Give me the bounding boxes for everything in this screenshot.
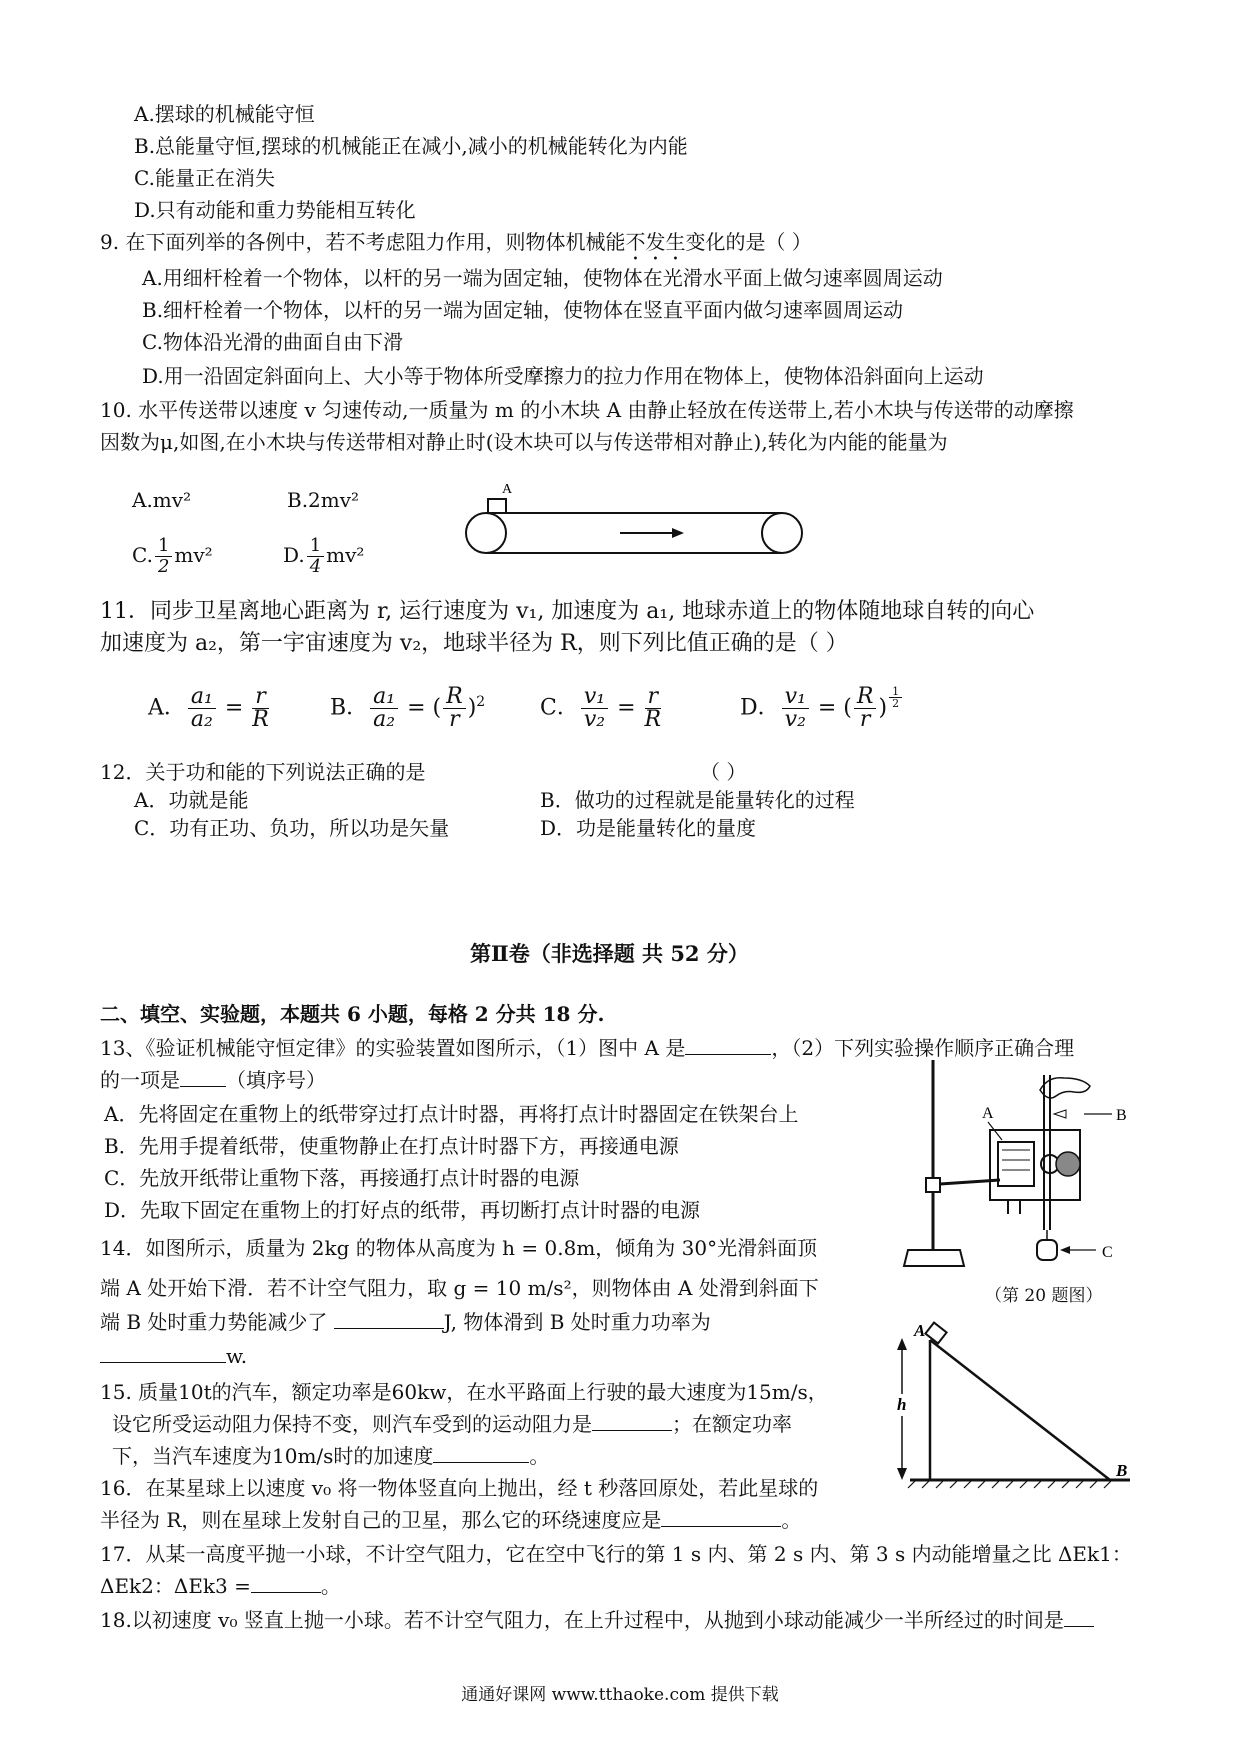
q9-stem: 9. 在下面列举的各例中，若不考虑阻力作用，则物体机械能不发生变化的是（ ）	[100, 230, 812, 254]
incline-figure	[890, 1320, 1140, 1490]
q16-line1: 16．在某星球上以速度 v₀ 将一物体竖直向上抛出，经 t 秒落回原处，若此星球的	[100, 1476, 819, 1500]
q15-blank-2	[433, 1442, 529, 1463]
page-footer: 通通好课网 www.tthaoke.com 提供下载	[461, 1685, 779, 1705]
q8-option-d: D.只有动能和重力势能相互转化	[134, 198, 416, 222]
q12-stem: 12．关于功和能的下列说法正确的是	[100, 760, 426, 784]
incline-label-a: A	[914, 1321, 926, 1340]
left-pulley	[466, 513, 506, 553]
q11-option-c: C． $\frac{\text{v₁}}{\text{v₂}}$ = $\frac{r}{R}$	[540, 684, 662, 732]
q14-blank-2	[100, 1342, 226, 1363]
q10-option-c: C. $\frac{1}{2}$ mv²	[132, 535, 213, 577]
q11-option-d: D． $\frac{\text{v₁}}{\text{v₂}}$ = ( $\frac{R}{r}$ ) $\frac{1}{2}$	[740, 686, 904, 731]
q12-option-d: D．功是能量转化的量度	[540, 816, 757, 840]
q16-blank	[661, 1506, 781, 1527]
q13-blank-1	[685, 1034, 771, 1055]
section2-title: 第Ⅱ卷（非选择题 共 52 分）	[470, 941, 749, 966]
q10-line1: 10. 水平传送带以速度 v 匀速传动,一质量为 m 的小木块 A 由静止轻放在传送带上,若小木块与传送带的动摩擦	[100, 398, 1074, 422]
q8-option-a: A.摆球的机械能守恒	[134, 102, 315, 126]
q15-line1: 15. 质量10t的汽车，额定功率是60kw，在水平路面上行驶的最大速度为15m/s，	[100, 1380, 828, 1404]
q17-blank	[251, 1572, 321, 1593]
q14-line3: 端 B 处时重力势能减少了 J, 物体滑到 B 处时重力功率为	[100, 1310, 711, 1334]
q16-line2: 半径为 R，则在星球上发射自己的卫星，那么它的环绕速度应是 。	[100, 1508, 802, 1532]
q10-option-d: D. $\frac{1}{4}$ mv²	[283, 535, 365, 577]
label-a: A	[982, 1105, 994, 1122]
q12-paren: （ ）	[700, 760, 747, 784]
q14-line4: w.	[100, 1342, 247, 1370]
q9-option-b: B.细杆栓着一个物体，以杆的另一端为固定轴，使物体在竖直平面内做匀速率圆周运动	[142, 298, 904, 322]
q12-option-b: B．做功的过程就是能量转化的过程	[540, 788, 855, 812]
q8-option-c: C.能量正在消失	[134, 166, 275, 190]
block-a-label: A	[502, 482, 513, 497]
q9-option-c: C.物体沿光滑的曲面自由下滑	[142, 330, 403, 354]
conveyor-belt-figure	[462, 478, 812, 558]
q8-option-b: B.总能量守恒,摆球的机械能正在减小,减小的机械能转化为内能	[134, 134, 688, 158]
right-pulley	[762, 513, 802, 553]
q13-option-c: C．先放开纸带让重物下落，再接通打点计时器的电源	[104, 1166, 580, 1190]
q12-option-c: C．功有正功、负功，所以功是矢量	[134, 816, 450, 840]
q15-line2: 设它所受运动阻力保持不变，则汽车受到的运动阻力是 ；在额定功率	[112, 1412, 792, 1436]
q11-line1: 11．同步卫星离地心距离为 r, 运行速度为 v₁, 加速度为 a₁, 地球赤道上的物体随地球自转的向心	[100, 599, 1035, 624]
incline-label-h: h	[897, 1395, 907, 1414]
q18-line1: 18.以初速度 v₀ 竖直上抛一小球。若不计空气阻力，在上升过程中，从抛到小球动能减少一半所经过的时间是	[100, 1606, 1094, 1634]
incline-label-b: B	[1116, 1461, 1128, 1480]
q11-line2: 加速度为 a₂，第一宇宙速度为 v₂，地球半径为 R，则下列比值正确的是（ ）	[100, 631, 848, 656]
q18-blank	[1064, 1606, 1094, 1627]
q14-line1: 14．如图所示，质量为 2kg 的物体从高度为 h = 0.8m，倾角为 30°光滑斜面顶	[100, 1236, 818, 1260]
label-c: C	[1102, 1244, 1113, 1261]
q9-option-a: A.用细杆栓着一个物体，以杆的另一端为固定轴，使物体在光滑水平面上做匀速率圆周运动	[142, 266, 943, 290]
q12-option-a: A．功就是能	[134, 788, 249, 812]
q15-line3: 下，当汽车速度为10m/s时的加速度 。	[112, 1444, 550, 1468]
apparatus-caption: （第 20 题图）	[985, 1286, 1103, 1306]
q9-option-d: D.用一沿固定斜面向上、大小等于物体所受摩擦力的拉力作用在物体上，使物体沿斜面向上运动	[142, 364, 984, 388]
q13-option-a: A．先将固定在重物上的纸带穿过打点计时器，再将打点计时器固定在铁架台上	[104, 1102, 799, 1126]
q14-blank-1	[334, 1308, 444, 1329]
q11-option-b: B． $\frac{\text{a₁}}{\text{a₂}}$ = ( $\frac{R}{r}$ )$^2$	[330, 684, 486, 732]
q13-option-d: D．先取下固定在重物上的打好点的纸带，再切断打点计时器的电源	[104, 1198, 701, 1222]
apparatus-figure	[890, 1060, 1130, 1270]
q10-option-b: B.2mv²	[287, 488, 360, 512]
part2-heading: 二、填空、实验题，本题共 6 小题，每格 2 分共 18 分.	[100, 1002, 605, 1026]
q17-line2: ΔEk2：ΔEk3 = 。	[100, 1574, 341, 1598]
block-a	[488, 499, 506, 513]
q9-emphasis: 不发生	[625, 230, 686, 254]
q15-blank-1	[592, 1410, 672, 1431]
q13-blank-2	[180, 1066, 226, 1087]
label-b: B	[1116, 1107, 1127, 1124]
q10-line2: 因数为μ,如图,在小木块与传送带相对静止时(设木块可以与传送带相对静止),转化为内能的能量为	[100, 430, 948, 454]
q10-option-a: A.mv²	[132, 488, 192, 512]
q17-line1: 17．从某一高度平抛一小球，不计空气阻力，它在空中飞行的第 1 s 内、第 2 s 内、第 3 s 内动能增量之比 ΔEk1：	[100, 1542, 1132, 1566]
q14-line2: 端 A 处开始下滑．若不计空气阻力，取 g = 10 m/s²，则物体由 A 处滑到斜面下	[100, 1276, 819, 1300]
q11-option-a: A． $\frac{\text{a₁}}{\text{a₂}}$ = $\frac{r}{R}$	[148, 684, 269, 732]
q13-option-b: B．先用手提着纸带，使重物静止在打点计时器下方，再接通电源	[104, 1134, 679, 1158]
q13-line1: 13、《验证机械能守恒定律》的实验装置如图所示，（1）图中 A 是 ，（2）下列实验操作顺序正确合理	[100, 1036, 1075, 1060]
q13-line2: 的一项是 （填序号）	[100, 1068, 326, 1092]
